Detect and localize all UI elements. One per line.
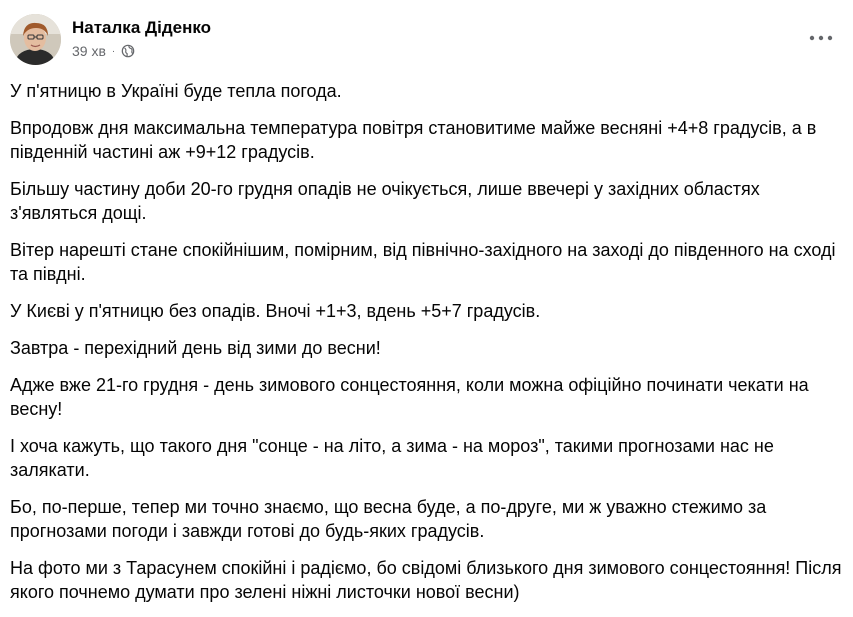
post-time[interactable]: 39 хв (72, 43, 106, 59)
post-text (10, 79, 848, 617)
post-paragraph: І хоча кажуть, що такого дня "сонце - на літо, а зима - на мороз", такими прогнозами нас не залякати. (10, 436, 774, 480)
post-meta (72, 43, 135, 59)
post-header (10, 14, 843, 70)
post-paragraph: Впродовж дня максимальна температура повітря становитиме майже весняні +4+8 градусів, а в південній частині аж +9+12 градусів. (10, 118, 817, 162)
avatar-photo (10, 14, 61, 65)
meta-separator: · (111, 45, 116, 57)
post-paragraph: Більшу частину доби 20-го грудня опадів не очікується, лише ввечері у західних областях з'являться дощі. (10, 179, 760, 223)
more-options-button[interactable] (805, 28, 837, 48)
post-paragraph: У п'ятницю в Україні буде тепла погода. (10, 81, 342, 101)
post-paragraph: У Києві у п'ятницю без опадів. Вночі +1+3, вдень +5+7 градусів. (10, 301, 541, 321)
post-paragraph: На фото ми з Тарасунем спокійні і радіємо, бо свідомі близького дня зимового сонцестояння! Після якого почнемо думати про зелені ніжні листочки нової весни) (10, 558, 842, 602)
author-name[interactable]: Наталка Діденко (72, 18, 212, 37)
more-dots-icon (809, 35, 833, 41)
avatar[interactable] (10, 14, 61, 65)
post-paragraph: Завтра - перехідний день від зими до весни! (10, 338, 381, 358)
post-paragraph: Бо, по-перше, тепер ми точно знаємо, що весна буде, а по-друге, ми ж уважно стежимо за прогнозами погоди і завжди готові до будь-яких градусів. (10, 497, 767, 541)
globe-icon[interactable] (121, 44, 135, 58)
post-paragraph: Адже вже 21-го грудня - день зимового сонцестояння, коли можна офіційно починати чекати на весну! (10, 375, 809, 419)
post-paragraph: Вітер нарешті стане спокійнішим, помірним, від північно-західного на заході до південного на сході та півдні. (10, 240, 836, 284)
